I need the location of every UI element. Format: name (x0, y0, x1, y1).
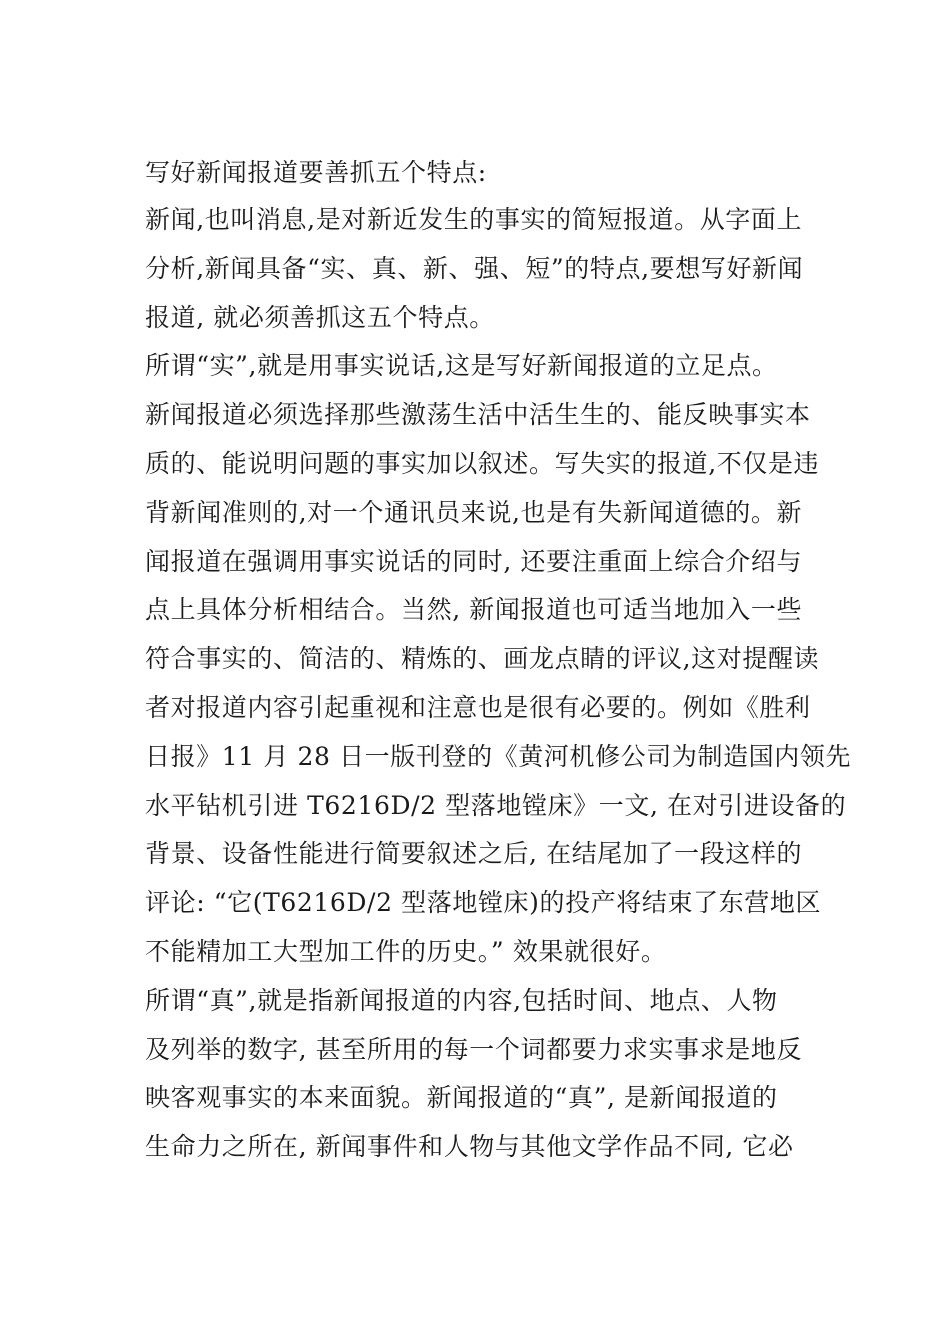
paragraph-intro (145, 196, 810, 342)
text-line: 者对报道内容引起重视和注意也是很有必要的。例如《胜利 (145, 692, 811, 722)
paragraph-zhen (145, 977, 810, 1172)
text-line: 不能精加工大型加工件的历史。” 效果就很好。 (145, 936, 667, 966)
text-line: 所谓“真”,就是指新闻报道的内容,包括时间、地点、人物 (145, 985, 778, 1015)
text-line: 质的、能说明问题的事实加以叙述。写失实的报道,不仅是违 (145, 448, 820, 478)
text-line: 背新闻准则的,对一个通讯员来说,也是有失新闻道德的。新 (145, 497, 803, 527)
text-line: 报道, 就必须善抓这五个特点。 (145, 302, 495, 332)
text-line: 生命力之所在, 新闻事件和人物与其他文学作品不同, 它必 (145, 1132, 794, 1162)
document-body (145, 150, 852, 1172)
text-line: 新闻,也叫消息,是对新近发生的事实的简短报道。从字面上 (145, 205, 803, 234)
text-line: 日报》11 月 28 日一版刊登的《黄河机修公司为制造国内领先 (145, 741, 852, 771)
text-line: 新闻报道必须选择那些激荡生活中活生生的、能反映事实本 (145, 400, 811, 430)
text-line: 映客观事实的本来面貌。新闻报道的“真”, 是新闻报道的 (145, 1083, 778, 1113)
document-heading: 写好新闻报道要善抓五个特点: (145, 158, 487, 187)
text-line: 闻报道在强调用事实说话的同时, 还要注重面上综合介绍与 (145, 546, 803, 576)
text-line: 及列举的数字, 甚至所用的每一个词都要力求实事求是地反 (145, 1034, 803, 1064)
text-line: 所谓“实”,就是用事实说话,这是写好新闻报道的立足点。 (145, 351, 778, 381)
paragraph-shi (145, 342, 852, 976)
text-line: 水平钻机引进 T6216D/2 型落地镗床》一文, 在对引进设备的 (145, 790, 847, 820)
text-line: 符合事实的、简洁的、精炼的、画龙点睛的评议,这对提醒读 (145, 644, 820, 674)
text-line: 背景、设备性能进行简要叙述之后, 在结尾加了一段这样的 (145, 839, 803, 869)
text-line: 点上具体分析相结合。当然, 新闻报道也可适当地加入一些 (145, 595, 803, 625)
text-line: 评论: “它(T6216D/2 型落地镗床)的投产将结束了东营地区 (145, 888, 822, 918)
text-line: 分析,新闻具备“实、真、新、强、短”的特点,要想写好新闻 (145, 253, 804, 283)
